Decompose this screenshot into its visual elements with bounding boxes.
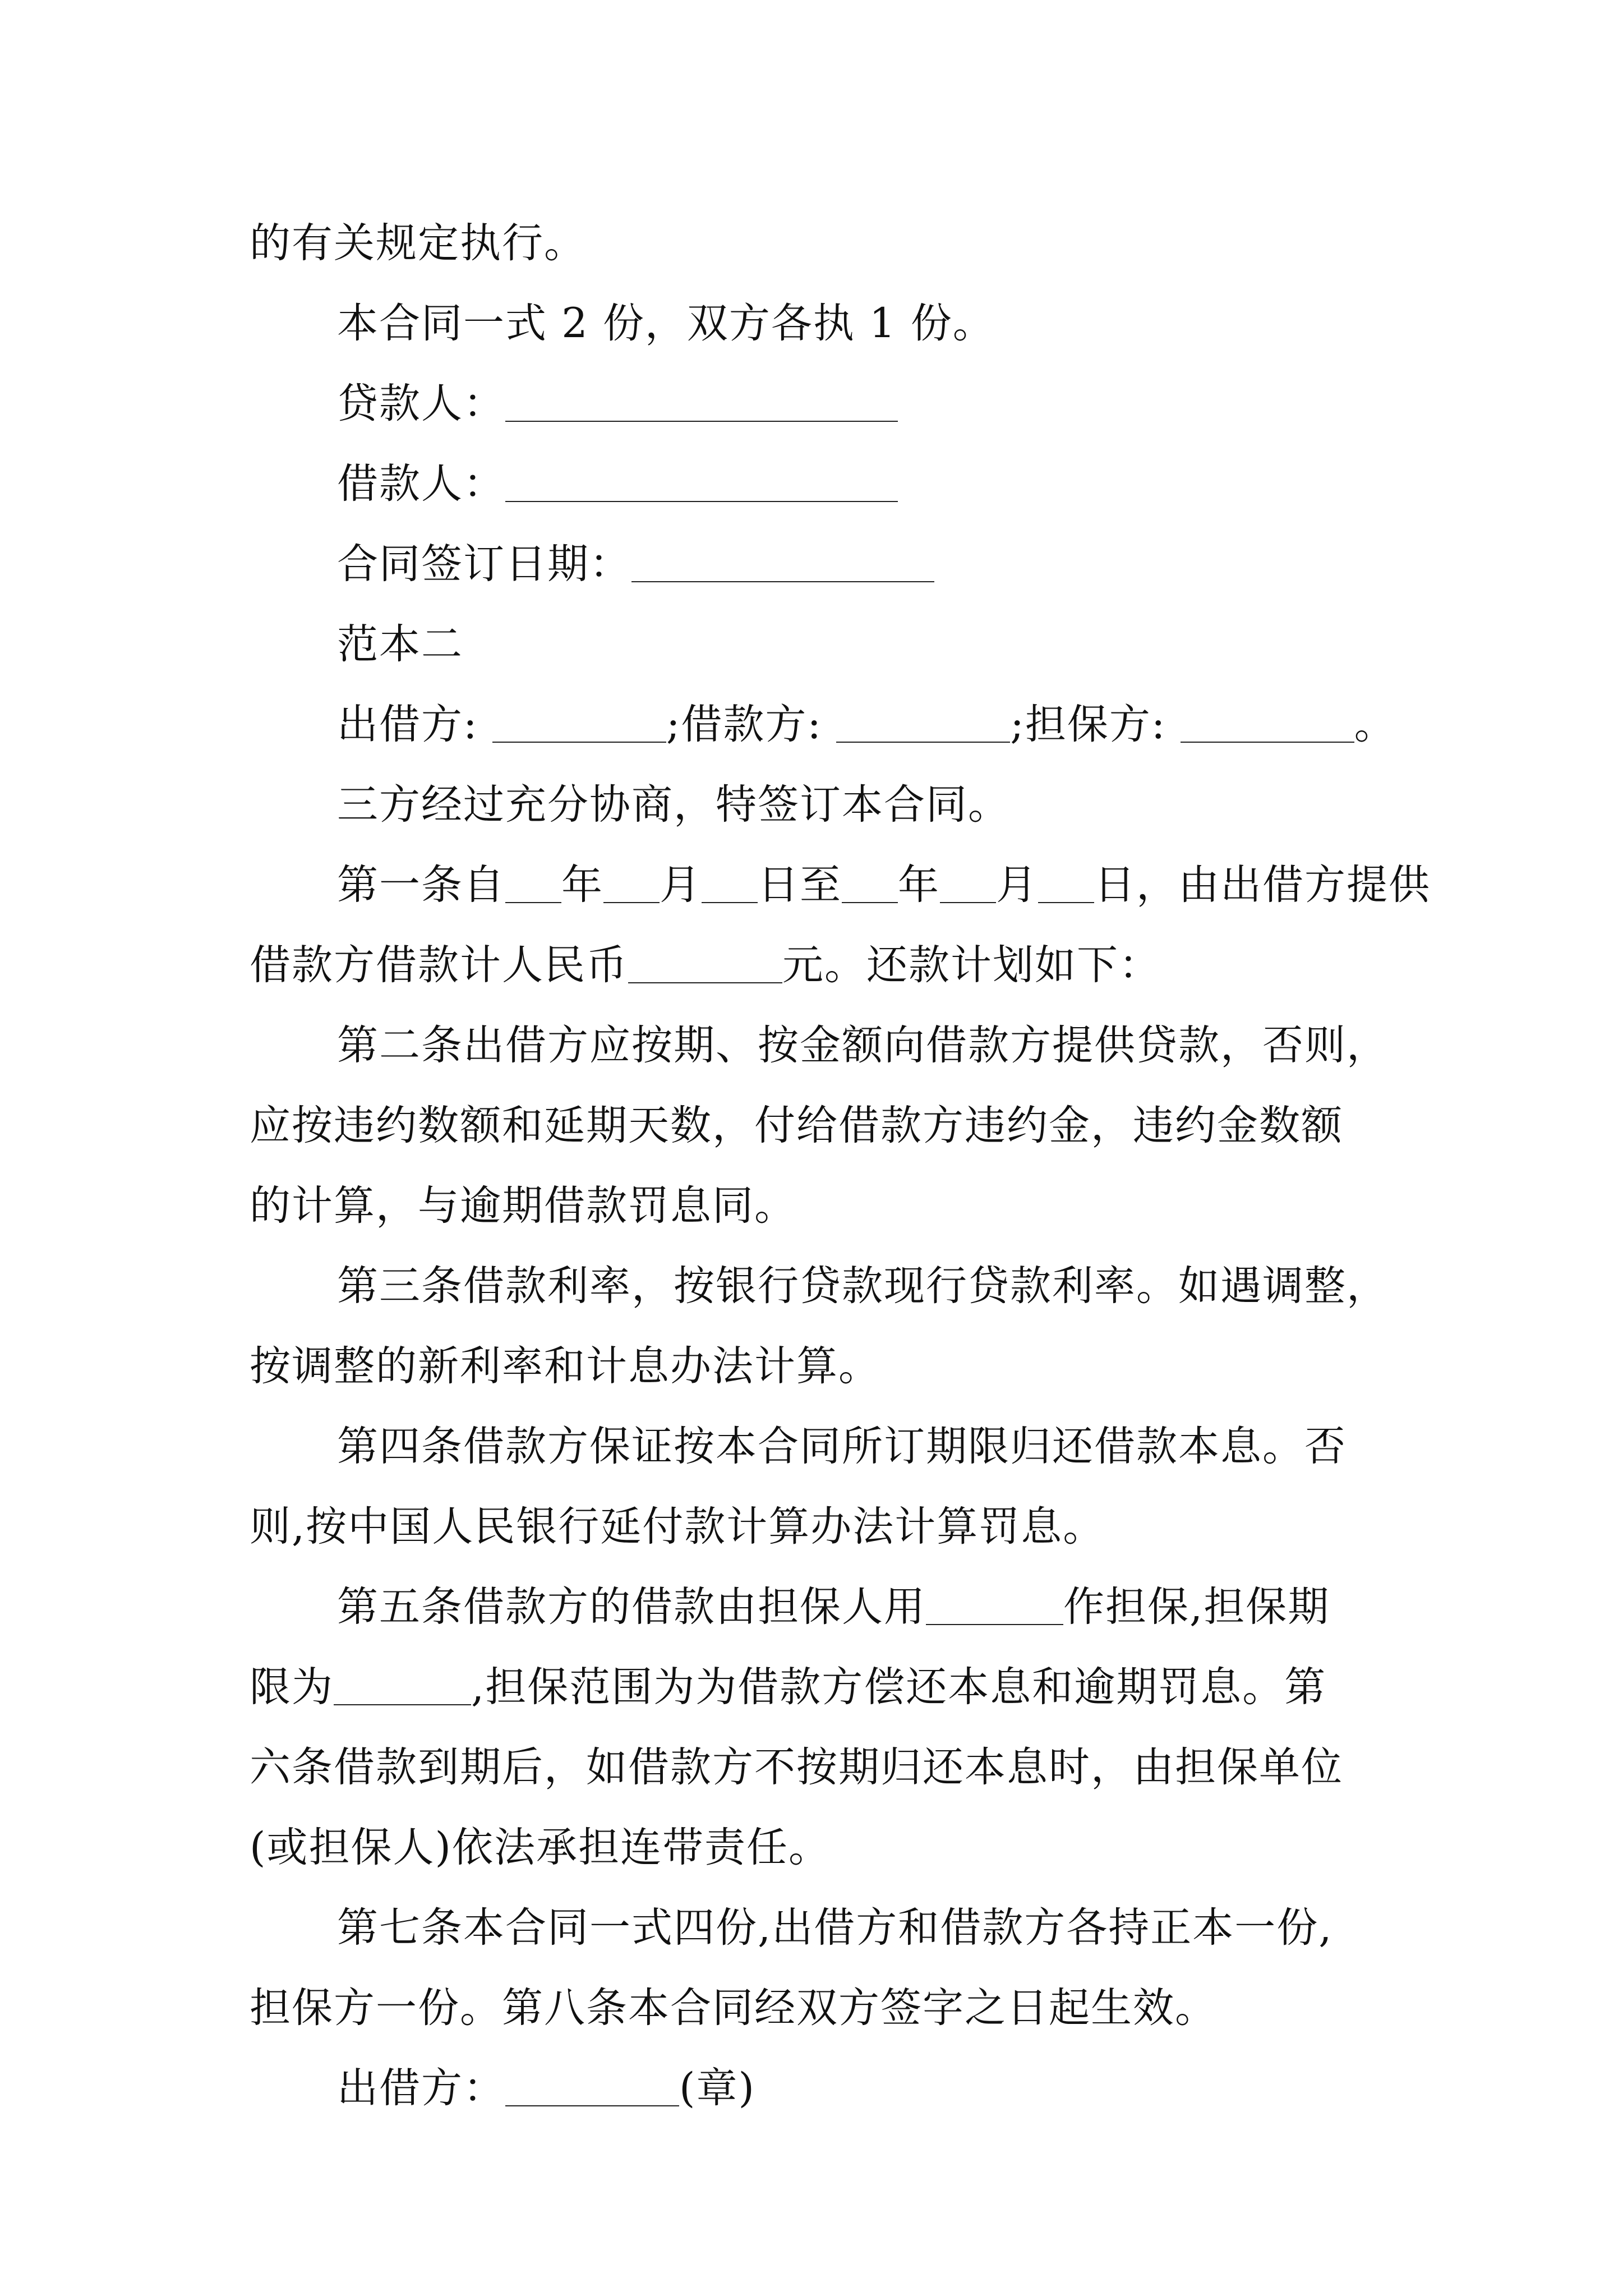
lender-seal-line: 出借方： (章) <box>337 2064 755 2112</box>
paragraph-line: (或担保人)依法承担连带责任。 <box>250 1824 831 1871</box>
paragraph-line: 按调整的新利率和计息办法计算。 <box>250 1342 880 1390</box>
paragraph-copies: 本合同一式 2 份，双方各执 1 份。 <box>337 300 995 347</box>
borrower-party-blank <box>836 702 1010 743</box>
lender-blank <box>505 381 898 422</box>
paragraph-line: 担保方一份。第八条本合同经双方签字之日起生效。 <box>250 1984 1217 2032</box>
end-year-blank <box>842 863 898 903</box>
end-month-blank <box>940 863 996 903</box>
document-body <box>250 203 1431 2128</box>
borrower-blank <box>505 462 898 502</box>
loan-amount-blank <box>628 943 782 983</box>
paragraph-line: 应按违约数额和延期天数，付给借款方违约金，违约金数额 <box>250 1102 1343 1149</box>
lender-seal-blank <box>505 2066 679 2106</box>
paragraph-line: 的计算，与逾期借款罚息同。 <box>250 1182 796 1230</box>
parties-line: 出借方: ;借款方: ;担保方: 。 <box>337 701 1396 748</box>
article-1-line: 第一条自 年 月 日至 年 月 日，由出借方提供 <box>337 861 1431 909</box>
lender-party-blank <box>492 702 666 743</box>
borrower-signature-line: 借款人： <box>250 444 1394 524</box>
contract-date-line: 合同签订日期： <box>250 524 1394 604</box>
end-day-blank <box>1038 863 1094 903</box>
contract-date-blank <box>631 542 934 582</box>
guarantor-party-blank <box>1181 702 1354 743</box>
section-heading: 范本二 <box>337 620 463 668</box>
paragraph-line: 的有关规定执行。 <box>250 219 586 267</box>
paragraph-line: 第三条借款利率，按银行贷款现行贷款利率。如遇调整， <box>337 1262 1389 1310</box>
article-5-term-line: 限为 ,担保范围为为借款方偿还本息和逾期罚息。第 <box>250 1663 1327 1711</box>
paragraph-line: 第七条本合同一式四份,出借方和借款方各持正本一份, <box>337 1904 1333 1952</box>
start-month-blank <box>603 863 660 903</box>
collateral-blank <box>926 1585 1063 1625</box>
paragraph-line: 六条借款到期后，如借款方不按期归还本息时，由担保单位 <box>250 1743 1343 1791</box>
paragraph-line: 则,按中国人民银行延付款计算办法计算罚息。 <box>250 1503 1105 1550</box>
start-day-blank <box>702 863 758 903</box>
start-year-blank <box>505 863 561 903</box>
article-5-line: 第五条借款方的借款由担保人用 作担保,担保期 <box>337 1583 1330 1631</box>
article-1-amount-line: 借款方借款计人民币 元。还款计划如下： <box>250 941 1161 989</box>
guarantee-term-blank <box>334 1665 471 1705</box>
paragraph-line: 三方经过充分协商，特签订本合同。 <box>337 781 1010 829</box>
paragraph-line: 第四条借款方保证按本合同所订期限归还借款本息。否 <box>337 1423 1347 1470</box>
lender-signature-line: 贷款人： <box>250 364 1394 444</box>
paragraph-line: 第二条出借方应按期、按金额向借款方提供贷款，否则， <box>337 1022 1389 1069</box>
